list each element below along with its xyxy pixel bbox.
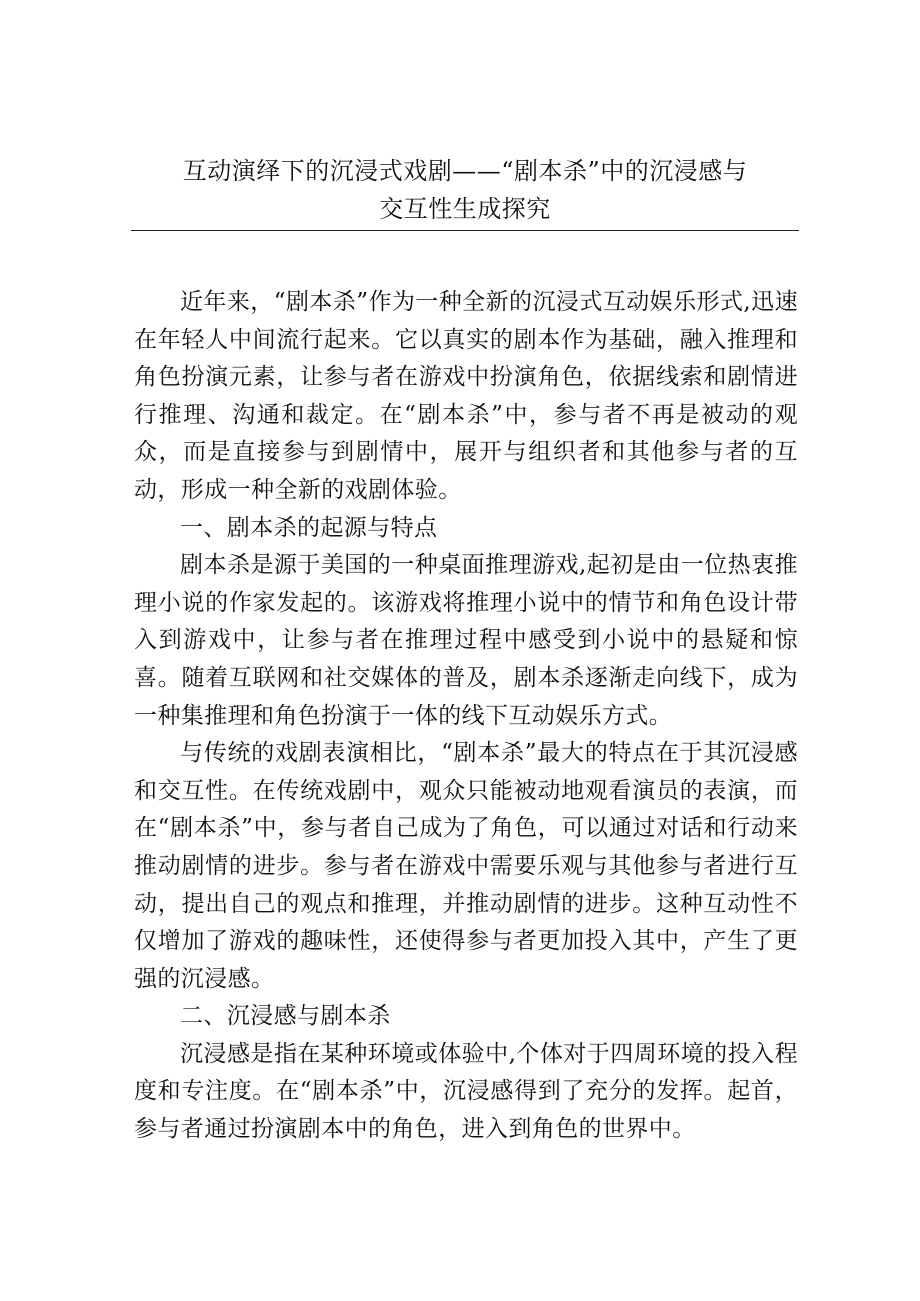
section-1-paragraph-1: 剧本杀是源于美国的一种桌面推理游戏,起初是由一位热衷推理小说的作家发起的。该游戏将推理小说中的情节和角色设计带入到游戏中，让参与者在推理过程中感受到小说中的悬疑和惊喜。随着互联网和社交媒体的普及，剧本杀逐渐走向线下，成为一种集推理和角色扮演于一体的线下互动娱乐方式。 xyxy=(134,552,798,729)
section-2-paragraph-1: 沉浸感是指在某种环境或体验中,个体对于四周环境的投入程度和专注度。在“剧本杀”中，沉浸感得到了充分的发挥。起首，参与者通过扮演剧本中的角色，进入到角色的世界中。 xyxy=(134,1040,798,1143)
section-1-heading: 一、剧本杀的起源与特点 xyxy=(180,514,438,541)
title-block xyxy=(131,152,799,231)
section-1-paragraph-2: 与传统的戏剧表演相比，“剧本杀”最大的特点在于其沉浸感和交互性。在传统戏剧中，观众只能被动地观看演员的表演，而在“剧本杀”中，参与者自己成为了角色，可以通过对话和行动来推动剧情的进步。参与者在游戏中需要乐观与其他参与者进行互动，提出自己的观点和推理，并推动剧情的进步。这种互动性不仅增加了游戏的趣味性，还使得参与者更加投入其中，产生了更强的沉浸感。 xyxy=(134,740,798,992)
section-2-heading: 二、沉浸感与剧本杀 xyxy=(180,1003,391,1030)
intro-paragraph: 近年来，“剧本杀”作为一种全新的沉浸式互动娱乐形式,迅速在年轻人中间流行起来。它以真实的剧本作为基础，融入推理和角色扮演元素，让参与者在游戏中扮演角色，依据线索和剧情进行推理、沟通和裁定。在“剧本杀”中，参与者不再是被动的观众，而是直接参与到剧情中，展开与组织者和其他参与者的互动，形成一种全新的戏剧体验。 xyxy=(134,289,798,503)
document-body xyxy=(134,284,798,1149)
document-title-line-1: 互动演绎下的沉浸式戏剧——“剧本杀”中的沉浸感与 xyxy=(182,157,748,185)
document-title-line-2: 交互性生成探究 xyxy=(379,195,551,223)
